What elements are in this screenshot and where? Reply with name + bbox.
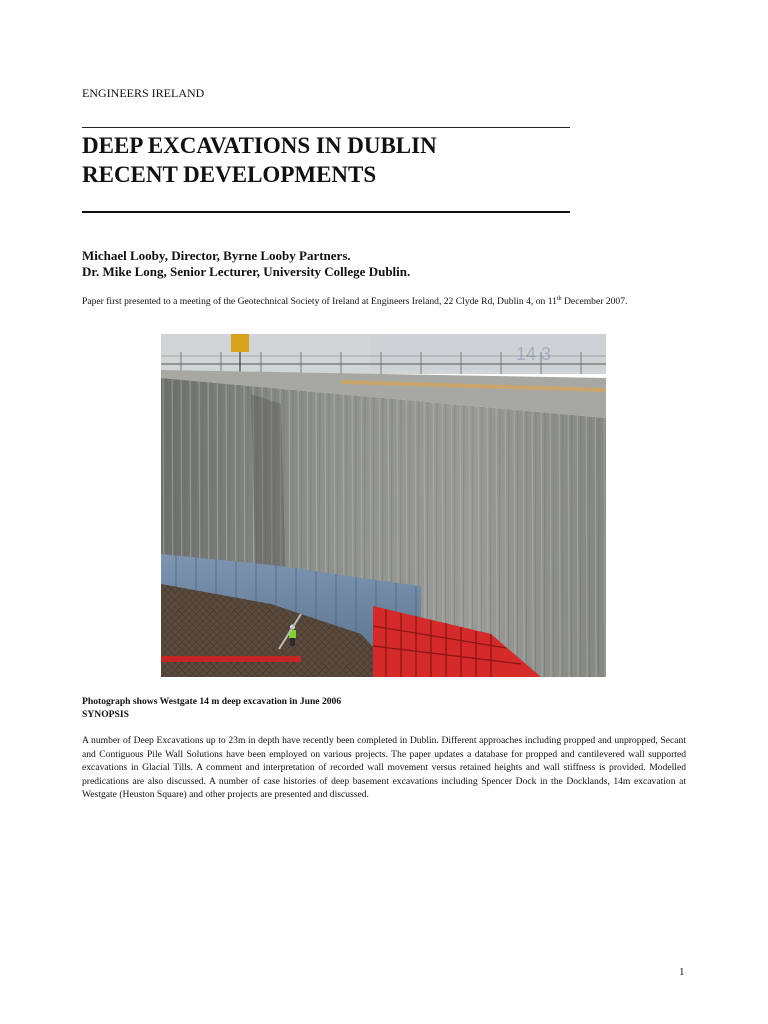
title-line-2: RECENT DEVELOPMENTS <box>82 162 377 187</box>
synopsis-text: A number of Deep Excavations up to 23m in depth have recently been completed in Dublin. Different approaches including propped and unpropped, Secant and Contiguous Pile Wall Solutions have been employed on various projects. The paper updates a database for propped and cantilevered wall supported excavations in Glacial Tills. A comment and interpretation of recorded wall movement versus retained heights and wall stiffness is provided. Modelled predications are also discussed. A number of case histories of deep basement excavations including Spencer Dock in the Docklands, 14m excavation at Westgate (Heuston Square) and other projects are presented and discussed. <box>82 735 686 801</box>
author-2: Dr. Mike Long, Senior Lecturer, University College Dublin. <box>82 264 411 279</box>
excavation-photograph <box>161 334 606 677</box>
author-1: Michael Looby, Director, Byrne Looby Partners. <box>82 248 351 263</box>
paper-title <box>82 131 437 189</box>
svg-text:14 3: 14 3 <box>516 344 552 364</box>
presentation-note-text: Paper first presented to a meeting of the Geotechnical Society of Ireland at Engineers Ireland, 22 Clyde Rd, Dublin 4, on 11 <box>82 296 557 307</box>
presentation-note-ordinal: th <box>556 295 562 302</box>
title-top-rule <box>82 127 570 128</box>
author-list <box>82 248 410 280</box>
presentation-note <box>82 295 672 308</box>
presentation-note-date: December 2007. <box>561 296 628 307</box>
organization-header: ENGINEERS IRELAND <box>82 86 205 100</box>
synopsis-heading: SYNOPSIS <box>82 709 129 720</box>
photo-caption: Photograph shows Westgate 14 m deep excavation in June 2006 <box>82 696 342 707</box>
page-number: 1 <box>679 966 685 978</box>
title-bottom-rule <box>82 211 570 213</box>
title-line-1: DEEP EXCAVATIONS IN DUBLIN <box>82 133 437 158</box>
